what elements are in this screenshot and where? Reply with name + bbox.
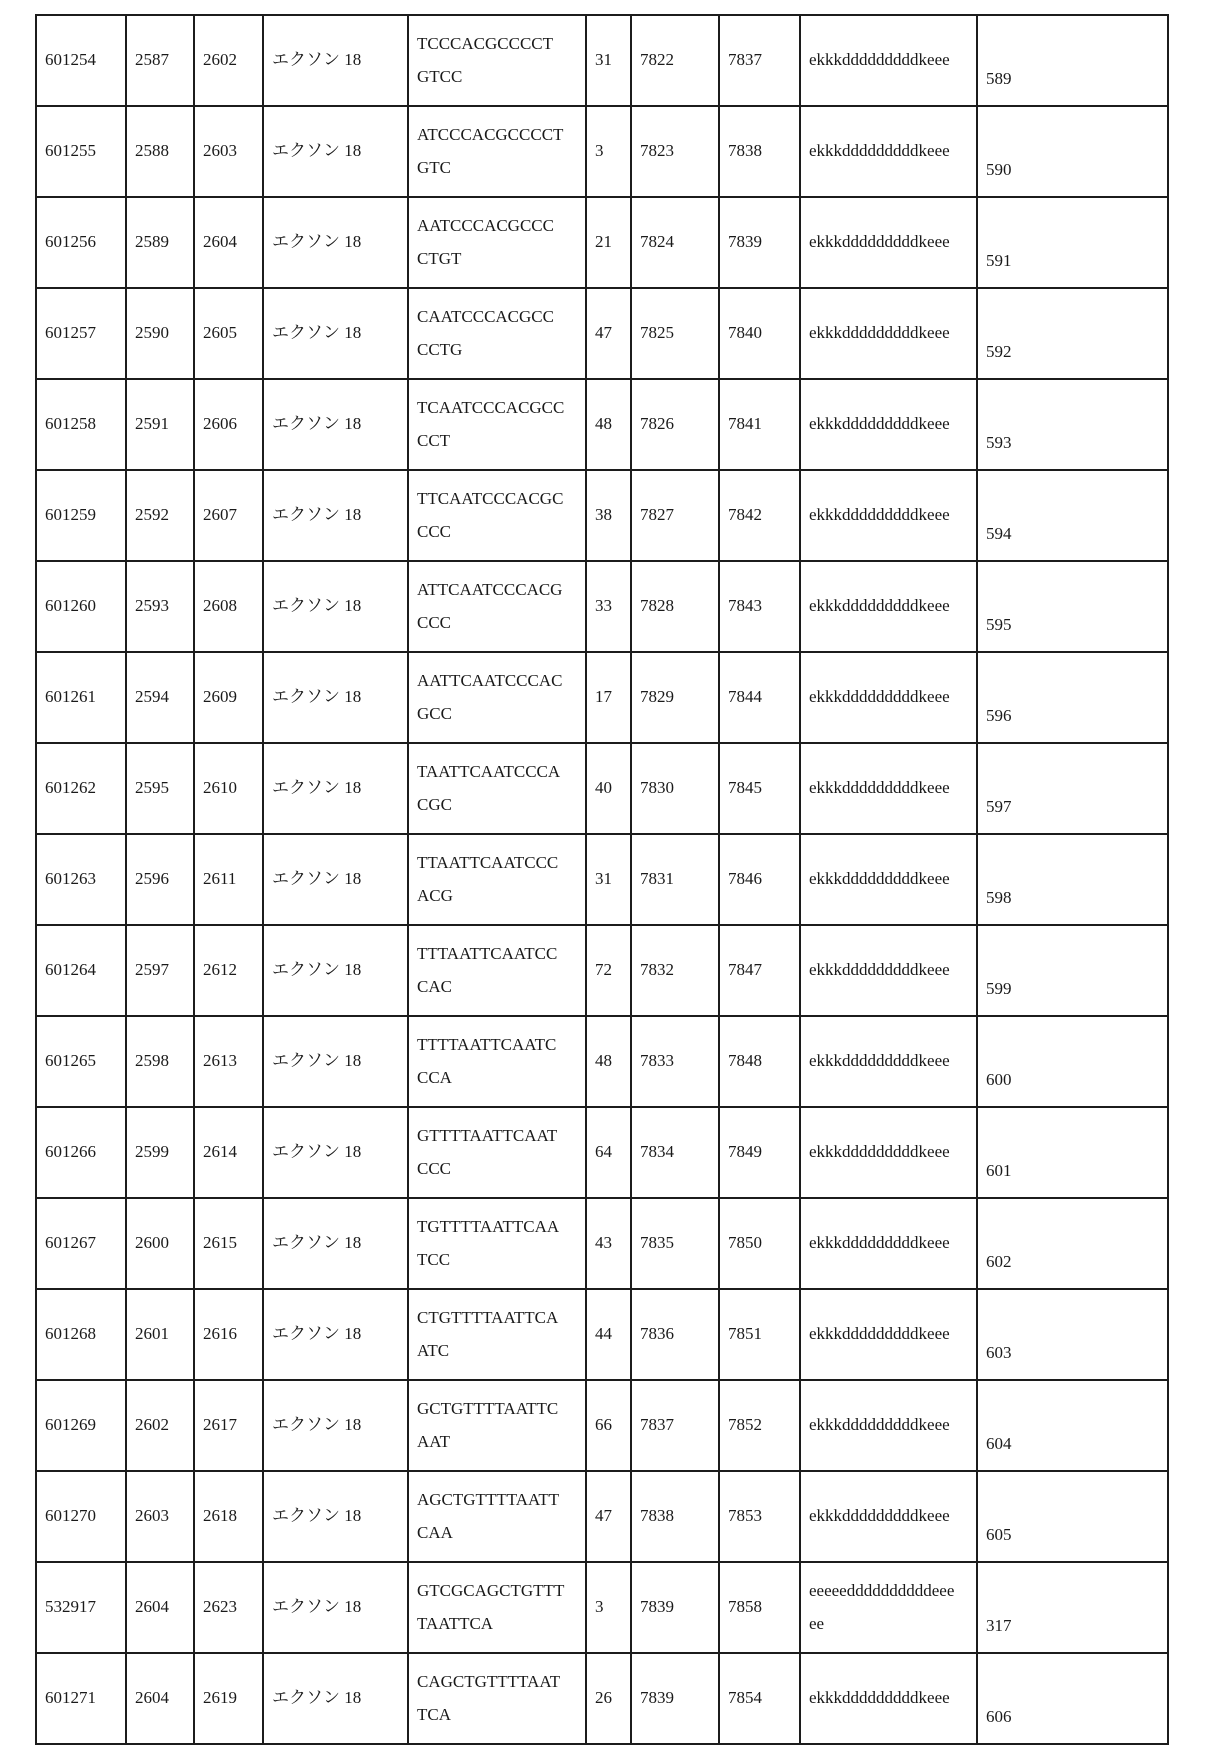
- cell-start-site: 2596: [126, 834, 194, 925]
- cell-chemistry-pattern: eeeeeddddddddddeeeee: [800, 1562, 977, 1653]
- cell-seq-id: 602: [977, 1198, 1168, 1289]
- cell-start-site: 2591: [126, 379, 194, 470]
- cell-value: 48: [586, 379, 631, 470]
- cell-start-site-2: 7837: [631, 1380, 719, 1471]
- cell-seq-id: 603: [977, 1289, 1168, 1380]
- cell-seq-id: 595: [977, 561, 1168, 652]
- table-row: [36, 106, 1168, 197]
- cell-region: エクソン 18: [263, 652, 408, 743]
- cell-seq-id: 593: [977, 379, 1168, 470]
- cell-value: 3: [586, 1562, 631, 1653]
- cell-sequence: CAATCCCACGCCCCTG: [408, 288, 586, 379]
- cell-stop-site: 2609: [194, 652, 263, 743]
- cell-compound-id: 601264: [36, 925, 126, 1016]
- cell-stop-site: 2607: [194, 470, 263, 561]
- cell-chemistry-pattern: ekkkdddddddddkeee: [800, 652, 977, 743]
- cell-stop-site: 2612: [194, 925, 263, 1016]
- cell-stop-site: 2618: [194, 1471, 263, 1562]
- cell-stop-site: 2623: [194, 1562, 263, 1653]
- cell-start-site-2: 7836: [631, 1289, 719, 1380]
- cell-seq-id: 606: [977, 1653, 1168, 1744]
- table-row: [36, 379, 1168, 470]
- cell-compound-id: 601263: [36, 834, 126, 925]
- cell-stop-site-2: 7840: [719, 288, 800, 379]
- cell-region: エクソン 18: [263, 197, 408, 288]
- cell-value: 40: [586, 743, 631, 834]
- cell-sequence: GCTGTTTTAATTCAAT: [408, 1380, 586, 1471]
- cell-sequence: TTCAATCCCACGCCCC: [408, 470, 586, 561]
- cell-sequence: CTGTTTTAATTCAATC: [408, 1289, 586, 1380]
- cell-start-site: 2603: [126, 1471, 194, 1562]
- cell-compound-id: 601261: [36, 652, 126, 743]
- cell-stop-site-2: 7838: [719, 106, 800, 197]
- cell-start-site: 2604: [126, 1653, 194, 1744]
- cell-stop-site-2: 7852: [719, 1380, 800, 1471]
- cell-start-site: 2587: [126, 15, 194, 106]
- cell-seq-id: 591: [977, 197, 1168, 288]
- cell-seq-id: 596: [977, 652, 1168, 743]
- cell-region: エクソン 18: [263, 1289, 408, 1380]
- cell-sequence: AGCTGTTTTAATTCAA: [408, 1471, 586, 1562]
- cell-stop-site: 2604: [194, 197, 263, 288]
- cell-seq-id: 597: [977, 743, 1168, 834]
- cell-region: エクソン 18: [263, 1016, 408, 1107]
- cell-sequence: TGTTTTAATTCAATCC: [408, 1198, 586, 1289]
- cell-seq-id: 600: [977, 1016, 1168, 1107]
- cell-compound-id: 601259: [36, 470, 126, 561]
- cell-start-site-2: 7823: [631, 106, 719, 197]
- cell-stop-site-2: 7851: [719, 1289, 800, 1380]
- cell-stop-site-2: 7850: [719, 1198, 800, 1289]
- cell-compound-id: 601260: [36, 561, 126, 652]
- cell-start-site-2: 7839: [631, 1562, 719, 1653]
- cell-compound-id: 601267: [36, 1198, 126, 1289]
- cell-region: エクソン 18: [263, 1562, 408, 1653]
- cell-region: エクソン 18: [263, 834, 408, 925]
- cell-start-site-2: 7835: [631, 1198, 719, 1289]
- cell-start-site: 2600: [126, 1198, 194, 1289]
- cell-region: エクソン 18: [263, 1653, 408, 1744]
- cell-stop-site-2: 7845: [719, 743, 800, 834]
- cell-stop-site: 2602: [194, 15, 263, 106]
- cell-start-site-2: 7828: [631, 561, 719, 652]
- cell-start-site-2: 7832: [631, 925, 719, 1016]
- cell-stop-site-2: 7846: [719, 834, 800, 925]
- table-row: [36, 561, 1168, 652]
- cell-region: エクソン 18: [263, 561, 408, 652]
- cell-chemistry-pattern: ekkkdddddddddkeee: [800, 1016, 977, 1107]
- cell-stop-site-2: 7843: [719, 561, 800, 652]
- table-row: [36, 1380, 1168, 1471]
- cell-seq-id: 589: [977, 15, 1168, 106]
- table-row: [36, 743, 1168, 834]
- cell-compound-id: 601257: [36, 288, 126, 379]
- cell-compound-id: 601268: [36, 1289, 126, 1380]
- cell-start-site-2: 7822: [631, 15, 719, 106]
- table-row: [36, 197, 1168, 288]
- cell-start-site: 2597: [126, 925, 194, 1016]
- cell-value: 31: [586, 15, 631, 106]
- cell-start-site: 2601: [126, 1289, 194, 1380]
- cell-value: 43: [586, 1198, 631, 1289]
- cell-start-site-2: 7829: [631, 652, 719, 743]
- cell-start-site: 2599: [126, 1107, 194, 1198]
- cell-chemistry-pattern: ekkkdddddddddkeee: [800, 379, 977, 470]
- oligo-table-body: [36, 15, 1168, 1744]
- cell-start-site: 2604: [126, 1562, 194, 1653]
- cell-value: 26: [586, 1653, 631, 1744]
- cell-start-site-2: 7839: [631, 1653, 719, 1744]
- cell-stop-site: 2608: [194, 561, 263, 652]
- cell-value: 31: [586, 834, 631, 925]
- cell-sequence: ATTCAATCCCACGCCC: [408, 561, 586, 652]
- table-row: [36, 1289, 1168, 1380]
- cell-chemistry-pattern: ekkkdddddddddkeee: [800, 834, 977, 925]
- cell-start-site-2: 7831: [631, 834, 719, 925]
- cell-region: エクソン 18: [263, 925, 408, 1016]
- cell-start-site: 2592: [126, 470, 194, 561]
- cell-region: エクソン 18: [263, 288, 408, 379]
- table-row: [36, 15, 1168, 106]
- cell-sequence: GTCGCAGCTGTTTTAATTCA: [408, 1562, 586, 1653]
- cell-stop-site-2: 7842: [719, 470, 800, 561]
- cell-chemistry-pattern: ekkkdddddddddkeee: [800, 15, 977, 106]
- cell-compound-id: 601269: [36, 1380, 126, 1471]
- cell-region: エクソン 18: [263, 1198, 408, 1289]
- table-row: [36, 1562, 1168, 1653]
- table-row: [36, 1198, 1168, 1289]
- cell-region: エクソン 18: [263, 1107, 408, 1198]
- cell-region: エクソン 18: [263, 379, 408, 470]
- cell-start-site: 2594: [126, 652, 194, 743]
- cell-start-site-2: 7824: [631, 197, 719, 288]
- cell-compound-id: 601262: [36, 743, 126, 834]
- cell-region: エクソン 18: [263, 743, 408, 834]
- cell-start-site: 2589: [126, 197, 194, 288]
- cell-stop-site: 2603: [194, 106, 263, 197]
- table-row: [36, 1107, 1168, 1198]
- cell-chemistry-pattern: ekkkdddddddddkeee: [800, 1653, 977, 1744]
- cell-stop-site: 2610: [194, 743, 263, 834]
- cell-sequence: AATTCAATCCCACGCC: [408, 652, 586, 743]
- cell-stop-site: 2605: [194, 288, 263, 379]
- cell-seq-id: 317: [977, 1562, 1168, 1653]
- cell-value: 38: [586, 470, 631, 561]
- cell-chemistry-pattern: ekkkdddddddddkeee: [800, 1107, 977, 1198]
- cell-value: 3: [586, 106, 631, 197]
- cell-start-site-2: 7833: [631, 1016, 719, 1107]
- cell-value: 47: [586, 288, 631, 379]
- cell-compound-id: 601266: [36, 1107, 126, 1198]
- table-row: [36, 652, 1168, 743]
- cell-seq-id: 599: [977, 925, 1168, 1016]
- cell-sequence: TTTTAATTCAATCCCA: [408, 1016, 586, 1107]
- cell-start-site: 2595: [126, 743, 194, 834]
- cell-value: 17: [586, 652, 631, 743]
- cell-stop-site: 2606: [194, 379, 263, 470]
- cell-stop-site-2: 7858: [719, 1562, 800, 1653]
- cell-region: エクソン 18: [263, 15, 408, 106]
- cell-value: 64: [586, 1107, 631, 1198]
- cell-seq-id: 601: [977, 1107, 1168, 1198]
- cell-stop-site-2: 7848: [719, 1016, 800, 1107]
- cell-start-site-2: 7825: [631, 288, 719, 379]
- oligo-table: [35, 14, 1169, 1745]
- cell-start-site-2: 7826: [631, 379, 719, 470]
- cell-stop-site-2: 7847: [719, 925, 800, 1016]
- cell-stop-site: 2614: [194, 1107, 263, 1198]
- cell-region: エクソン 18: [263, 1471, 408, 1562]
- cell-start-site-2: 7834: [631, 1107, 719, 1198]
- cell-chemistry-pattern: ekkkdddddddddkeee: [800, 561, 977, 652]
- cell-compound-id: 601271: [36, 1653, 126, 1744]
- cell-sequence: TCCCACGCCCCTGTCC: [408, 15, 586, 106]
- table-row: [36, 1016, 1168, 1107]
- cell-stop-site-2: 7853: [719, 1471, 800, 1562]
- table-row: [36, 1653, 1168, 1744]
- cell-value: 72: [586, 925, 631, 1016]
- cell-stop-site-2: 7837: [719, 15, 800, 106]
- table-row: [36, 288, 1168, 379]
- cell-seq-id: 594: [977, 470, 1168, 561]
- cell-chemistry-pattern: ekkkdddddddddkeee: [800, 1380, 977, 1471]
- table-row: [36, 834, 1168, 925]
- cell-stop-site: 2611: [194, 834, 263, 925]
- cell-start-site: 2593: [126, 561, 194, 652]
- cell-stop-site-2: 7839: [719, 197, 800, 288]
- cell-compound-id: 601254: [36, 15, 126, 106]
- cell-stop-site: 2613: [194, 1016, 263, 1107]
- table-row: [36, 1471, 1168, 1562]
- cell-sequence: TAATTCAATCCCACGC: [408, 743, 586, 834]
- cell-value: 33: [586, 561, 631, 652]
- cell-chemistry-pattern: ekkkdddddddddkeee: [800, 106, 977, 197]
- cell-compound-id: 532917: [36, 1562, 126, 1653]
- cell-sequence: TTAATTCAATCCCACG: [408, 834, 586, 925]
- cell-seq-id: 592: [977, 288, 1168, 379]
- cell-start-site: 2598: [126, 1016, 194, 1107]
- cell-sequence: TCAATCCCACGCCCCT: [408, 379, 586, 470]
- table-row: [36, 470, 1168, 561]
- cell-stop-site: 2616: [194, 1289, 263, 1380]
- cell-stop-site: 2617: [194, 1380, 263, 1471]
- cell-compound-id: 601265: [36, 1016, 126, 1107]
- cell-stop-site-2: 7844: [719, 652, 800, 743]
- cell-start-site-2: 7827: [631, 470, 719, 561]
- cell-start-site-2: 7830: [631, 743, 719, 834]
- cell-compound-id: 601270: [36, 1471, 126, 1562]
- cell-value: 66: [586, 1380, 631, 1471]
- cell-chemistry-pattern: ekkkdddddddddkeee: [800, 1471, 977, 1562]
- cell-value: 44: [586, 1289, 631, 1380]
- cell-chemistry-pattern: ekkkdddddddddkeee: [800, 470, 977, 561]
- cell-start-site: 2590: [126, 288, 194, 379]
- cell-value: 21: [586, 197, 631, 288]
- cell-chemistry-pattern: ekkkdddddddddkeee: [800, 1198, 977, 1289]
- cell-compound-id: 601255: [36, 106, 126, 197]
- cell-seq-id: 604: [977, 1380, 1168, 1471]
- cell-stop-site: 2615: [194, 1198, 263, 1289]
- cell-compound-id: 601258: [36, 379, 126, 470]
- cell-stop-site: 2619: [194, 1653, 263, 1744]
- cell-sequence: CAGCTGTTTTAATTCA: [408, 1653, 586, 1744]
- cell-seq-id: 598: [977, 834, 1168, 925]
- cell-sequence: ATCCCACGCCCCTGTC: [408, 106, 586, 197]
- cell-value: 48: [586, 1016, 631, 1107]
- cell-compound-id: 601256: [36, 197, 126, 288]
- cell-region: エクソン 18: [263, 470, 408, 561]
- cell-chemistry-pattern: ekkkdddddddddkeee: [800, 288, 977, 379]
- cell-start-site: 2602: [126, 1380, 194, 1471]
- cell-chemistry-pattern: ekkkdddddddddkeee: [800, 1289, 977, 1380]
- cell-sequence: TTTAATTCAATCCCAC: [408, 925, 586, 1016]
- cell-stop-site-2: 7849: [719, 1107, 800, 1198]
- cell-value: 47: [586, 1471, 631, 1562]
- cell-sequence: AATCCCACGCCCCTGT: [408, 197, 586, 288]
- cell-region: エクソン 18: [263, 106, 408, 197]
- cell-seq-id: 605: [977, 1471, 1168, 1562]
- cell-start-site-2: 7838: [631, 1471, 719, 1562]
- cell-stop-site-2: 7854: [719, 1653, 800, 1744]
- table-row: [36, 925, 1168, 1016]
- cell-seq-id: 590: [977, 106, 1168, 197]
- cell-stop-site-2: 7841: [719, 379, 800, 470]
- cell-sequence: GTTTTAATTCAATCCC: [408, 1107, 586, 1198]
- cell-chemistry-pattern: ekkkdddddddddkeee: [800, 743, 977, 834]
- cell-chemistry-pattern: ekkkdddddddddkeee: [800, 197, 977, 288]
- cell-chemistry-pattern: ekkkdddddddddkeee: [800, 925, 977, 1016]
- cell-start-site: 2588: [126, 106, 194, 197]
- cell-region: エクソン 18: [263, 1380, 408, 1471]
